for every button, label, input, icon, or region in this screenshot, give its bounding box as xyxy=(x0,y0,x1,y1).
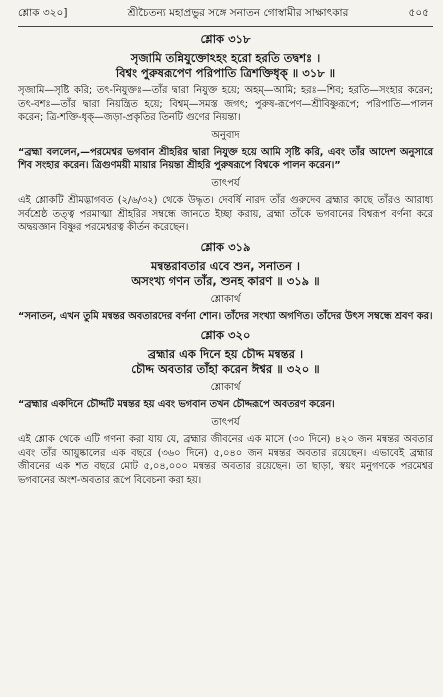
translation-text: “সনাতন, এখন তুমি মন্বন্তর অবতারদের বর্ণনা শোন। তাঁদের সংখ্যা অগণিত। তাঁদের উৎস সম্বন্ধে শ্রবণ কর। xyxy=(18,310,433,322)
verse-block-318 xyxy=(18,31,433,235)
page-header xyxy=(18,6,433,27)
purport-label: তাৎপর্য xyxy=(211,177,240,189)
synonyms-text: সৃজামি—সৃষ্টি করি; তৎ-নিযুক্তঃ—তাঁর দ্বারা নিযুক্ত হয়ে; অহম্—আমি; হরঃ—শিব; হরতি—সংহার করেন; তৎ-বশঃ—তাঁর দ্বারা নিয়ন্ত্রিত হয়ে; বিশ্বম্—সমস্ত জগৎ; পুরুষ-রূপেণ—শ্রীবিষ্ণুরূপে; পরিপাতি—পালন করেন; ত্রি-শক্তি-ধৃক্—জড়া-প্রকৃতির তিনটি গুণের নিয়ন্তা। xyxy=(18,85,433,124)
translation-label: অনুবাদ xyxy=(211,129,240,141)
verse-number: শ্লোক ৩২০ xyxy=(200,328,251,343)
purport-label: তাৎপর্য xyxy=(211,416,240,428)
translation-label: শ্লোকার্থ xyxy=(210,293,241,305)
verse-line: মন্বন্তরাবতার এবে শুন, সনাতন । xyxy=(150,258,301,273)
verse-block-319 xyxy=(18,239,433,324)
verse-line: অসংখ্য গণন তাঁর, শুনহ কারণ ॥ ৩১৯ ॥ xyxy=(131,273,320,288)
page-number: ৫০৫ xyxy=(408,7,429,19)
verse-line: সৃজামি তন্নিযুক্তোঽহং হরো হরতি তদ্বশঃ । xyxy=(130,51,321,65)
translation-text: “ব্রহ্মার একদিনে চৌদ্দটি মন্বন্তর হয় এবং ভগবান তখন চৌদ্দরূপে অবতরণ করেন। xyxy=(18,399,335,411)
verse-number: শ্লোক ৩১৯ xyxy=(200,239,251,254)
purport-text: এই শ্লোক থেকে এটি গণনা করা যায় যে, ব্রহ্মার জীবনের এক মাসে (৩০ দিনে) ৪২০ জন মন্বন্তর অবতার এবং তাঁর আয়ুষ্কালের এক বছরে (৩৬০ দিনে) ৫,০৪০ জন মন্বন্তর অবতার রয়েছেন। এভাবেই ব্রহ্মার জীবনের এক শত বছরে মোট ৫,০৪,০০০ মন্বন্তর অবতার রয়েছেন। তা ছাড়া, স্বয়ং মনুগণকে পরমেশ্বর ভগবানের অংশ-অবতার রূপে বিবেচনা করা হয়। xyxy=(18,433,433,486)
verse-number: শ্লোক ৩১৮ xyxy=(200,32,251,46)
header-chapter-title: শ্রীচৈতন্য মহাপ্রভুর সঙ্গে সনাতন গোস্বামীর সাক্ষাৎকার xyxy=(127,7,349,19)
translation-label: শ্লোকার্থ xyxy=(210,382,241,394)
verse-block-320 xyxy=(18,327,433,487)
verse-line: চৌদ্দ অবতার তাঁহা করেন ঈশ্বর ॥ ৩২০ ॥ xyxy=(131,362,320,377)
verse-line: ব্রহ্মার এক দিনে হয় চৌদ্দ মন্বন্তর । xyxy=(147,347,304,362)
header-verse-ref: শ্লোক ৩২০] xyxy=(18,7,68,19)
translation-text: “ব্রহ্মা বললেন,—পরমেশ্বর ভগবান শ্রীহরির দ্বারা নিযুক্ত হয়ে আমি সৃষ্টি করি, এবং তাঁর আদেশ অনুসারে শিব সংহার করেন। ত্রিগুণময়ী মায়ার নিয়ন্তা শ্রীহরি পুরুষরূপে বিশ্বকে পালন করেন।” xyxy=(18,146,433,172)
verse-line: বিশ্বং পুরুষরূপেণ পরিপাতি ত্রিশক্তিধৃক্ ॥ ৩১৮ ॥ xyxy=(115,66,336,80)
purport-text: এই শ্লোকটি শ্রীমদ্ভাগবত (২/৬/৩২) থেকে উদ্ধৃত। দেবর্ষি নারদ তাঁর গুরুদেব ব্রহ্মার কাছে তাঁরও আরাধ্য সর্বশ্রেষ্ঠ তত্ত্ব পরমাত্মা শ্রীহরির সম্বন্ধে জানতে ইচ্ছা করায়, ব্রহ্মা তাঁকে ভগবানের বিশ্বরূপ বর্ণনা করে অদ্বয়জ্ঞান বিষ্ণুর পরমেশ্বরত্ব কীর্তন করেছেন। xyxy=(18,194,433,234)
